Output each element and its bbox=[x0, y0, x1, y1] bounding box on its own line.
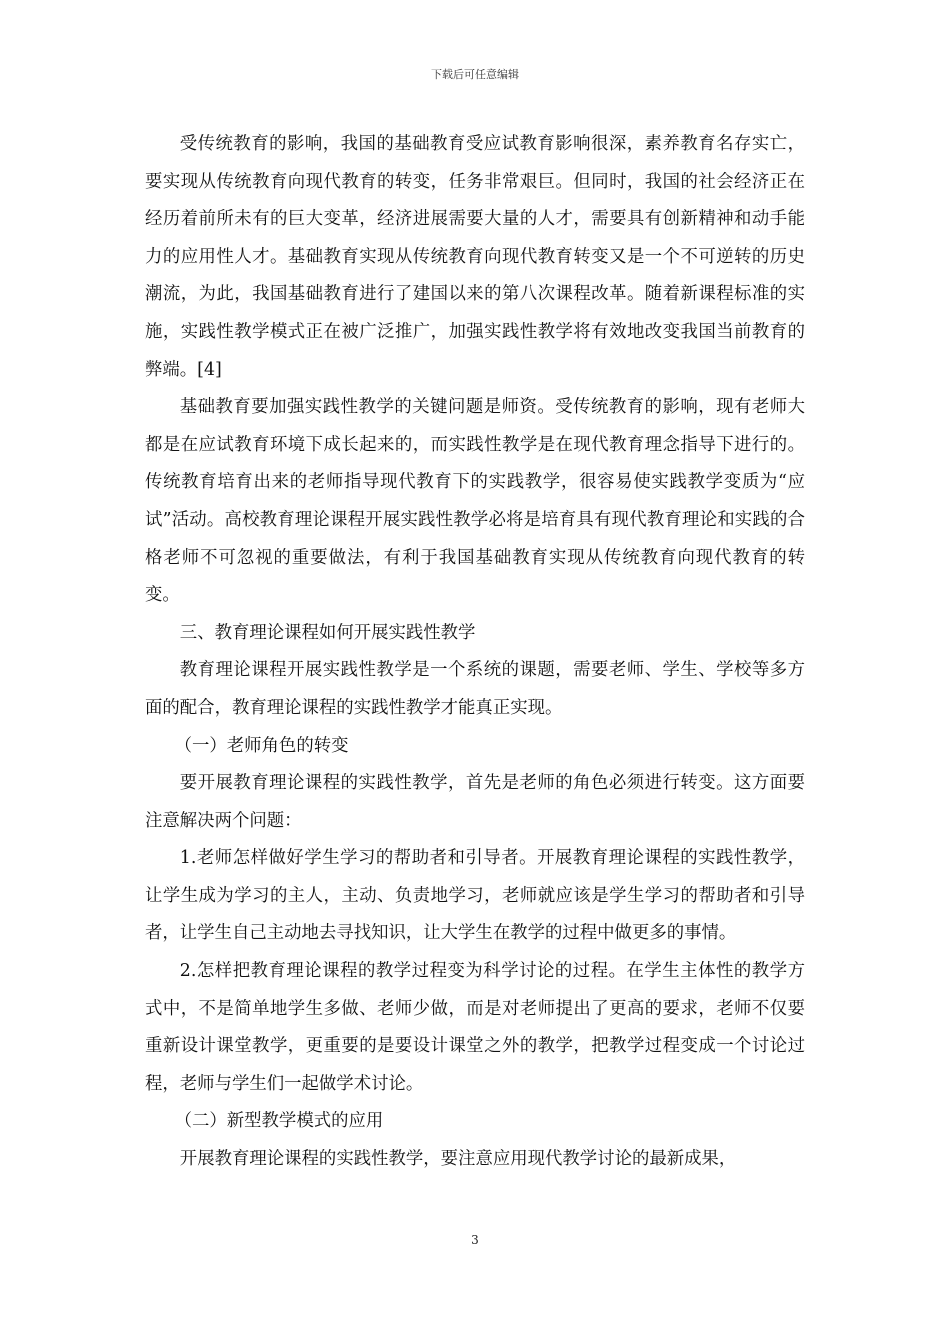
page-number: 3 bbox=[471, 1233, 479, 1247]
subsection-heading: （二）新型教学模式的应用 bbox=[174, 1111, 384, 1132]
paragraph: 教育理论课程开展实践性教学是一个系统的课题，需要老师、学生、学校等多方面的配合，教育理论课程的实践性教学才能真正实现。 bbox=[145, 660, 805, 718]
paragraph: 开展教育理论课程的实践性教学，要注意应用现代教学讨论的最新成果， bbox=[179, 1149, 737, 1170]
page-header: 下载后可任意编辑 bbox=[431, 68, 519, 81]
list-item: 2.怎样把教育理论课程的教学过程变为科学讨论的过程。在学生主体性的教学方式中，不是简单地学生多做、老师少做，而是对老师提出了更高的要求，老师不仅要重新设计课堂教学，更重要的是要设计课堂之外的教学，把教学过程变成一个讨论过程，老师与学生们一起做学术讨论。 bbox=[145, 961, 805, 1094]
subsection-heading: （一）老师角色的转变 bbox=[174, 735, 349, 756]
section-heading: 三、教育理论课程如何开展实践性教学 bbox=[179, 622, 476, 643]
list-item: 1.老师怎样做好学生学习的帮助者和引导者。开展教育理论课程的实践性教学，让学生成为学习的主人，主动、负责地学习，老师就应该是学生学习的帮助者和引导者，让学生自己主动地去寻找知识，让大学生在教学的过程中做更多的事情。 bbox=[145, 848, 805, 944]
paragraph: 受传统教育的影响，我国的基础教育受应试教育影响很深，素养教育名存实亡，要实现从传统教育向现代教育的转变，任务非常艰巨。但同时，我国的社会经济正在经历着前所未有的巨大变革，经济进展需要大量的人才，需要具有创新精神和动手能力的应用性人才。基础教育实现从传统教育向现代教育转变又是一个不可逆转的历史潮流，为此，我国基础教育进行了建国以来的第八次课程改革。随着新课程标准的实施，实践性教学模式正在被广泛推广，加强实践性教学将有效地改变我国当前教育的弊端。[4] bbox=[145, 134, 805, 380]
document-body bbox=[145, 126, 805, 1179]
paragraph: 要开展教育理论课程的实践性教学，首先是老师的角色必须进行转变。这方面要注意解决两个问题： bbox=[145, 773, 805, 831]
paragraph: 基础教育要加强实践性教学的关键问题是师资。受传统教育的影响，现有老师大都是在应试教育环境下成长起来的，而实践性教学是在现代教育理念指导下进行的。传统教育培育出来的老师指导现代教育下的实践教学，很容易使实践教学变质为“应试”活动。高校教育理论课程开展实践性教学必将是培育具有现代教育理论和实践的合格老师不可忽视的重要做法，有利于我国基础教育实现从传统教育向现代教育的转变。 bbox=[145, 397, 805, 606]
